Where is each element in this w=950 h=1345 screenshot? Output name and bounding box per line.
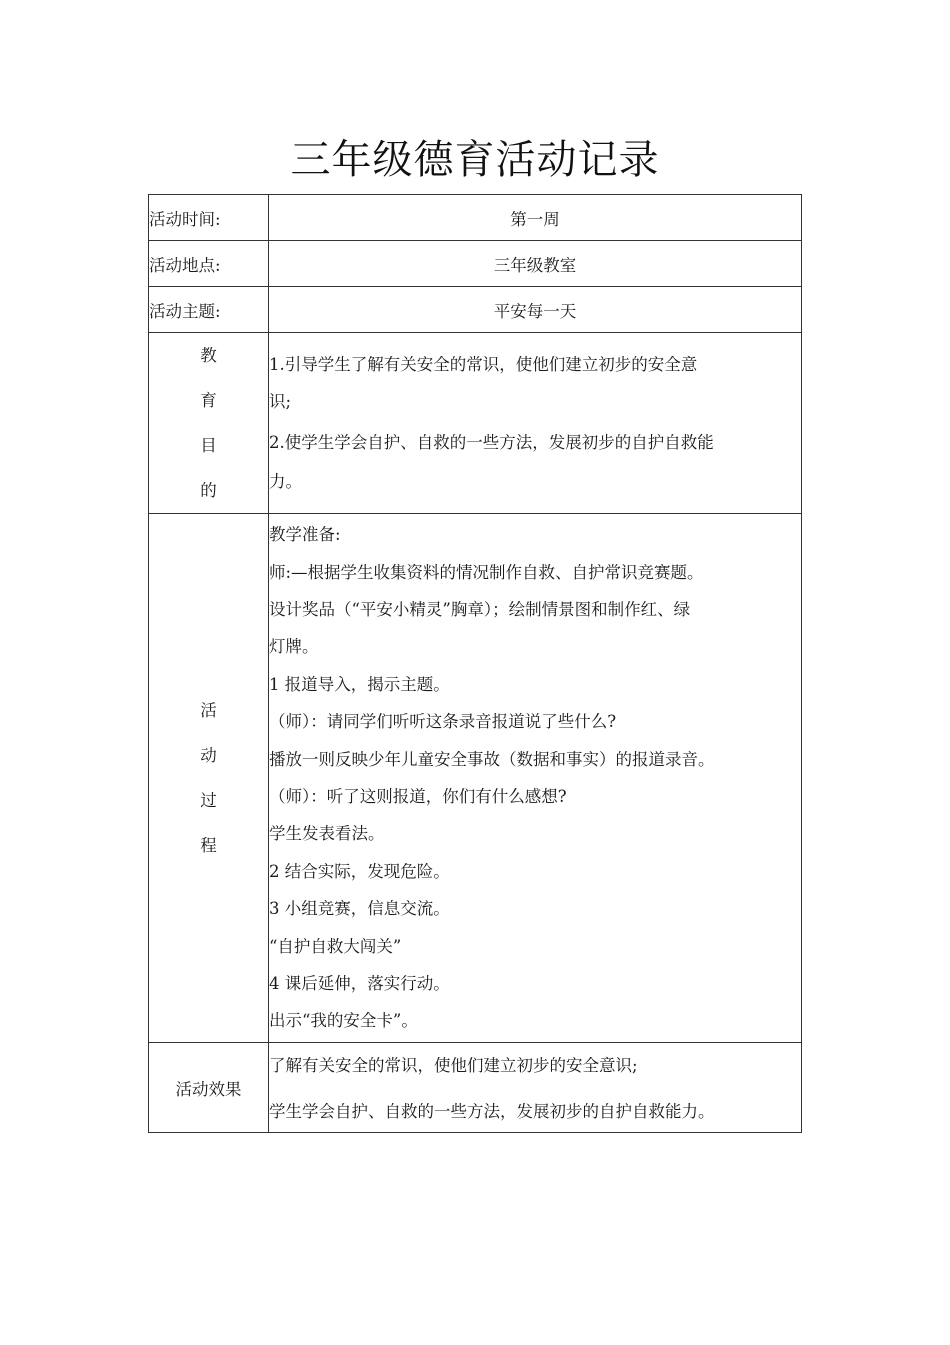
process-label bbox=[149, 514, 269, 1043]
place-label: 活动地点: bbox=[149, 241, 269, 287]
time-label: 活动时间: bbox=[149, 195, 269, 241]
process-line: 出示“我的安全卡”。 bbox=[269, 1011, 418, 1031]
process-line: 灯牌。 bbox=[269, 637, 319, 657]
process-line: 播放一则反映少年儿童安全事故（数据和事实）的报道录音。 bbox=[269, 749, 715, 769]
process-line: （师）：请同学们听听这条录音报道说了些什么? bbox=[269, 712, 617, 732]
table-row-time bbox=[149, 195, 802, 241]
purpose-line: 1.引导学生了解有关安全的常识，使他们建立初步的安全意 bbox=[269, 355, 698, 374]
time-value: 第一周 bbox=[269, 195, 802, 241]
purpose-content bbox=[269, 333, 802, 514]
purpose-label bbox=[149, 333, 269, 514]
page-title: 三年级德育活动记录 bbox=[290, 137, 660, 183]
table-row-place bbox=[149, 241, 802, 287]
purpose-label-char: 的 bbox=[200, 481, 217, 500]
process-line: 师:—根据学生收集资料的情况制作自救、自护常识竞赛题。 bbox=[269, 562, 704, 582]
process-line: 4 课后延伸，落实行动。 bbox=[269, 974, 450, 994]
process-line: 3 小组竞赛，信息交流。 bbox=[269, 899, 450, 919]
process-label-char: 活 bbox=[200, 701, 217, 720]
process-label-char: 程 bbox=[200, 836, 217, 855]
effect-line: 了解有关安全的常识，使他们建立初步的安全意识; bbox=[269, 1056, 638, 1075]
process-content bbox=[269, 514, 802, 1043]
purpose-label-char: 教 bbox=[200, 346, 217, 365]
process-line: 设计奖品（“平安小精灵”胸章）；绘制情景图和制作红、绿 bbox=[269, 599, 691, 619]
effect-line: 学生学会自护、自救的一些方法，发展初步的自护自救能力。 bbox=[269, 1102, 715, 1121]
table-row-theme bbox=[149, 287, 802, 333]
place-value: 三年级教室 bbox=[269, 241, 802, 287]
purpose-line: 2.使学生学会自护、自救的一些方法，发展初步的自护自救能 bbox=[269, 433, 714, 452]
effect-content bbox=[269, 1043, 802, 1133]
process-line: 1 报道导入，揭示主题。 bbox=[269, 674, 450, 694]
table-row-effect bbox=[149, 1043, 802, 1133]
effect-label: 活动效果 bbox=[149, 1043, 269, 1133]
theme-value: 平安每一天 bbox=[269, 287, 802, 333]
process-label-char: 过 bbox=[200, 791, 217, 810]
table-row-process bbox=[149, 514, 802, 1043]
theme-label: 活动主题: bbox=[149, 287, 269, 333]
table-row-purpose bbox=[149, 333, 802, 514]
process-label-char: 动 bbox=[200, 746, 217, 765]
process-line: （师）：听了这则报道，你们有什么感想? bbox=[269, 787, 567, 806]
process-line: 学生发表看法。 bbox=[269, 824, 385, 844]
purpose-label-char: 育 bbox=[200, 391, 217, 410]
purpose-label-char: 目 bbox=[200, 436, 217, 455]
process-line: 教学准备: bbox=[269, 525, 341, 545]
activity-record-table bbox=[148, 194, 802, 1133]
process-line: 2 结合实际，发现危险。 bbox=[269, 861, 450, 881]
process-line: “自护自救大闯关” bbox=[269, 936, 402, 956]
purpose-line: 力。 bbox=[269, 472, 302, 491]
purpose-line: 识; bbox=[269, 392, 292, 411]
